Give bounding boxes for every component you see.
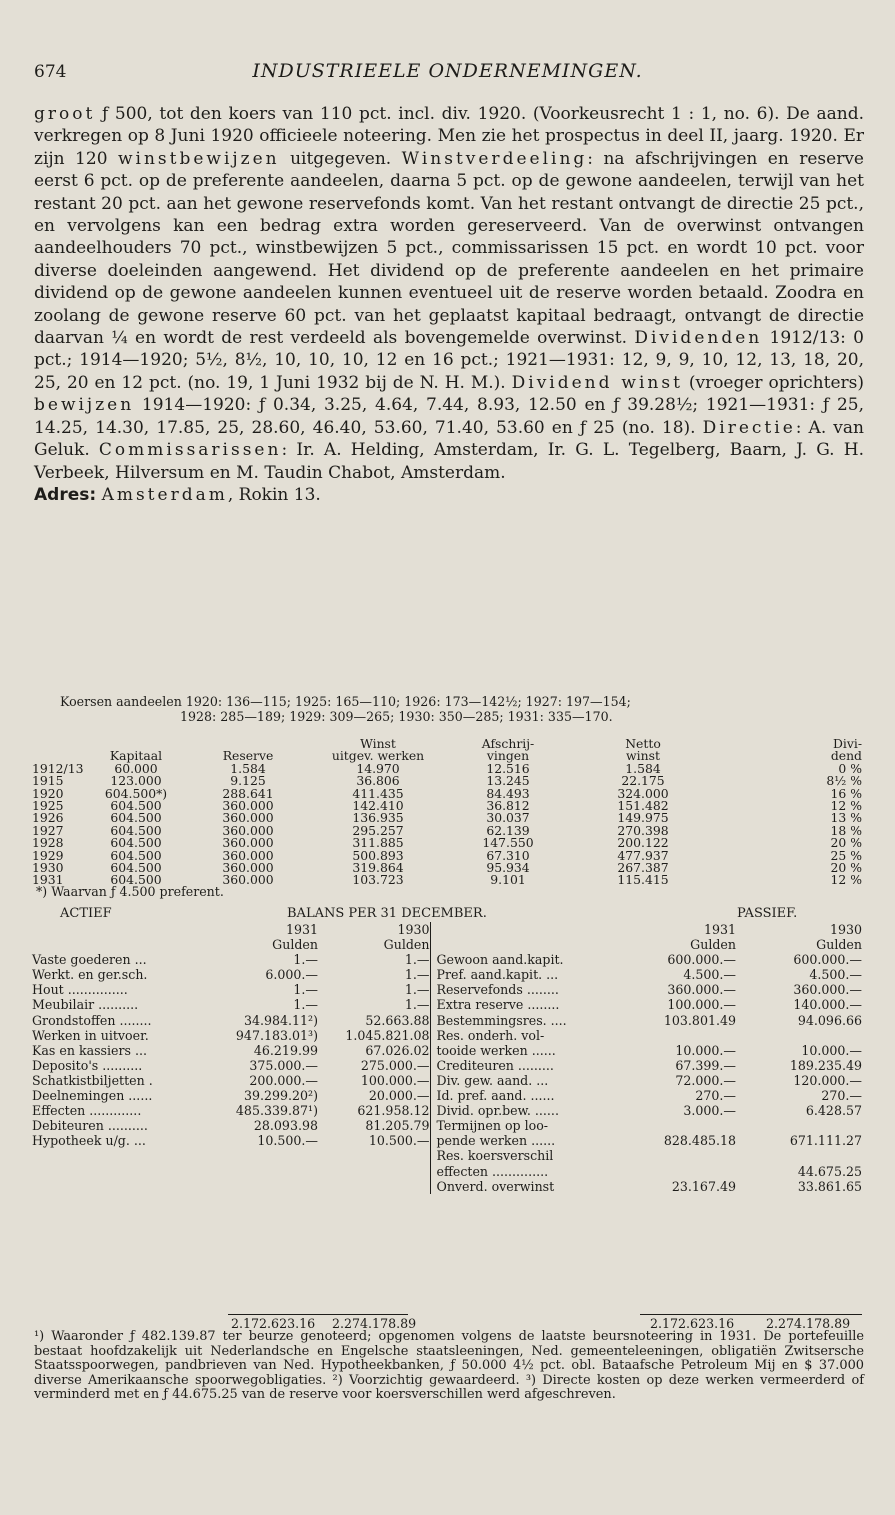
table-cell: 20 % — [830, 860, 862, 876]
table-cell: 1.— — [404, 952, 430, 968]
passief-label: PASSIEF. — [737, 906, 798, 921]
table-cell: Gewoon aand.kapit. — [430, 952, 610, 967]
unit-header: Gulden — [690, 937, 736, 953]
unit-header: Gulden — [383, 937, 430, 953]
table-cell: 44.675.25 — [797, 1163, 862, 1179]
table-cell: 621.958.12 — [357, 1103, 430, 1119]
table-cell: 267.387 — [617, 860, 669, 876]
table-cell: 81.205.79 — [365, 1118, 430, 1134]
table-cell: 1.045.821.08 — [345, 1027, 430, 1043]
table-cell: 828.485.18 — [663, 1133, 736, 1149]
table-cell: Vaste goederen ... — [32, 952, 147, 968]
spaced-term: bewijzen — [34, 395, 135, 416]
table-cell: 1.— — [404, 982, 430, 998]
table-cell: 142.410 — [352, 798, 404, 814]
table-cell: 604.500 — [110, 835, 162, 851]
spaced-term: Dividend winst — [511, 372, 683, 393]
table-cell — [318, 1148, 430, 1163]
share-prices — [60, 694, 860, 724]
col-header: Afschrij- — [481, 736, 535, 751]
year-header: 1931 — [285, 922, 318, 937]
share-prices-line: Koersen aandeelen 1920: 136—115; 1925: 165—110; 1926: 173—142½; 1927: 197—154; — [60, 694, 631, 709]
table-cell: 95.934 — [486, 860, 530, 876]
table-row — [32, 1073, 862, 1088]
table-cell: 360.000 — [222, 872, 274, 888]
table-cell: 604.500 — [110, 810, 162, 826]
table-row — [32, 1058, 862, 1073]
table-cell: 9.101 — [490, 872, 526, 888]
table-cell: 52.663.88 — [365, 1012, 430, 1028]
table-cell: Deposito's .......... — [32, 1057, 143, 1073]
table-cell: 3.000.— — [683, 1103, 736, 1119]
table-cell: 324.000 — [617, 785, 669, 801]
table-cell: 12.516 — [486, 760, 530, 776]
table-cell — [228, 1148, 318, 1163]
table-cell: 9.125 — [230, 773, 266, 789]
text-run: uitgegeven. — [279, 148, 402, 169]
table-cell: 10.500.— — [368, 1133, 430, 1149]
table-cell: Pref. aand.kapit. ... — [430, 967, 610, 982]
table-cell: Termijnen op loo- — [430, 1118, 610, 1133]
table-cell: 270.— — [695, 1088, 736, 1104]
table-cell: 10.000.— — [675, 1042, 736, 1058]
table-cell: 1.584 — [230, 760, 266, 776]
table-cell: 39.299.20²) — [243, 1088, 318, 1104]
total-actief-1930: 2.274.178.89 — [332, 1316, 417, 1331]
page-header — [0, 58, 895, 88]
table-cell: 1931 — [32, 872, 64, 888]
table-cell: 360.000.— — [793, 982, 862, 998]
table-cell: Crediteuren ......... — [430, 1058, 610, 1073]
address-street: , Rokin 13. — [227, 484, 321, 505]
table-cell: 671.111.27 — [789, 1133, 862, 1149]
table-cell: 604.500 — [110, 798, 162, 814]
table-cell — [610, 1164, 736, 1179]
table-cell: 1928 — [32, 835, 64, 851]
running-title: INDUSTRIEELE ONDERNEMINGEN. — [252, 60, 643, 82]
table-cell: 147.550 — [482, 835, 534, 851]
address-line — [34, 484, 864, 506]
address-city: Amsterdam — [101, 484, 228, 505]
table-cell: 16 % — [830, 785, 862, 801]
table-cell: 477.937 — [617, 847, 669, 863]
table-cell: 1.584 — [625, 760, 661, 776]
table-cell: effecten .............. — [430, 1164, 610, 1179]
table-row — [32, 1179, 862, 1194]
table-cell: 360.000 — [222, 847, 274, 863]
table-cell: 1929 — [32, 847, 64, 863]
text-run: 1914—1920: ƒ 0.34, 3.25, 4.64, 7.44, 8.93, 12.50 en ƒ 39.28½; 1921—1931: ƒ 25, 14.25, 14.30, 17.85, 25, 28.60, 46.40, 53.60, 71.40, 53.60 en ƒ 25 (no. 18). — [34, 395, 864, 438]
table-cell — [610, 1028, 736, 1043]
total-rule — [228, 1314, 408, 1315]
table-row — [32, 1013, 862, 1028]
table-cell: 115.415 — [617, 872, 669, 888]
table-cell: 20.000.— — [368, 1088, 430, 1104]
table-cell — [610, 1148, 736, 1163]
table-cell: 28.093.98 — [253, 1118, 318, 1134]
table-cell: 33.861.65 — [797, 1178, 862, 1194]
table-cell: 1925 — [32, 798, 64, 814]
table-row — [32, 1043, 862, 1058]
table-cell — [228, 1164, 318, 1179]
col-header: Reserve — [222, 748, 274, 764]
table-cell: 604.500 — [110, 860, 162, 876]
table-cell: 62.139 — [486, 822, 530, 838]
table-cell: 200.122 — [617, 835, 669, 851]
year-header: 1930 — [829, 922, 862, 937]
table-cell: Hout ............... — [32, 982, 128, 998]
spaced-term: winstbewijzen — [117, 148, 280, 169]
table-cell: 123.000 — [110, 773, 162, 789]
table-cell: 120.000.— — [793, 1072, 862, 1088]
table-cell: 1.— — [293, 997, 318, 1013]
table-cell: 1.— — [404, 997, 430, 1013]
footnote-text: ¹) Waaronder ƒ 482.139.87 ter beurze genoteerd; opgenomen volgens de laatste beursnoteering in 1931. De portefeuille bestaat hoofdzakelijk uit Nederlandsche en Engelsche staatsleeningen, Ned. gemeenteleeningen, obligatiën Zwitsersche Staatsspoorwegen, pandbrieven van Ned. Hypotheekbanken, ƒ 50.000 4½ pct. obl. Bataafsche Petroleum Mij en $ 37.000 diverse Amerikaansche spoorwegobligaties. ²) Voorzichtig gewaardeerd. ³) Directe kosten op deze werken vermeerderd of verminderd met en ƒ 44.675.25 van de reserve voor koersverschillen werd afgeschreven. — [34, 1329, 864, 1403]
table-cell: Hypotheek u/g. ... — [32, 1133, 146, 1149]
table-cell: 270.— — [821, 1088, 862, 1104]
table-cell — [318, 1164, 430, 1179]
table-cell: 103.723 — [352, 872, 404, 888]
table-cell: Debiteuren .......... — [32, 1118, 148, 1134]
table-cell: Werken in uitvoer. — [32, 1027, 149, 1043]
table-cell: 0 % — [838, 760, 862, 776]
footnotes — [34, 1330, 864, 1403]
table-cell: Effecten ............. — [32, 1103, 142, 1119]
table-cell: 151.482 — [617, 798, 669, 814]
table-cell: 1.— — [293, 952, 318, 968]
table-row — [32, 1148, 862, 1163]
table-cell: 604.500 — [110, 822, 162, 838]
table-cell: 36.812 — [486, 798, 530, 814]
table-cell: 360.000 — [222, 860, 274, 876]
table-footnote: *) Waarvan ƒ 4.500 preferent. — [36, 884, 224, 899]
table-cell: 1926 — [32, 810, 64, 826]
table-cell — [736, 1148, 862, 1163]
table-row — [32, 982, 862, 997]
table-cell: 375.000.— — [249, 1057, 318, 1073]
table-cell: 30.037 — [486, 810, 530, 826]
table-row — [32, 1103, 862, 1118]
table-cell: 10.500.— — [257, 1133, 318, 1149]
spaced-term: Directie — [702, 417, 796, 438]
table-cell: 189.235.49 — [789, 1057, 862, 1073]
table-row — [32, 952, 862, 967]
table-cell: 46.219.99 — [253, 1042, 318, 1058]
table-cell: 270.398 — [617, 822, 669, 838]
table-cell: 8½ % — [826, 773, 862, 789]
table-cell: 411.435 — [352, 785, 404, 801]
table-cell: 67.310 — [486, 847, 530, 863]
table-cell: 20 % — [830, 835, 862, 851]
table-cell: 319.864 — [352, 860, 404, 876]
description-paragraph — [34, 103, 864, 484]
text-run: : na afschrijvingen en reserve eerst 6 pct. op de preferente aandeelen, daarna 5 pct. op de gewone aandeelen, terwijl van het restant 20 pct. aan het gewone reservefonds komt. Van het restant ontvangt de directie 25 pct., en vervolgens kan een bedrag extra worden gereserveerd. Van de overwinst ontvangen aandeelhouders 70 pct., winstbewijzen 5 pct., commissarissen 15 pct. en wordt 10 pct. voor diverse doeleinden aangewend. Het dividend op de preferente aandeelen en het primaire dividend op de gewone aandeelen kunnen eventueel uit de reserve worden betaald. Zoodra en zoolang de gewone reserve 60 pct. van het geplaatst kapitaal bedraagt, ontvangt de directie daarvan ¼ en wordt de rest verdeeld als bovengemelde overwinst. — [34, 148, 864, 349]
text-run: ƒ 500, tot den koers van 110 pct. incl. div. 1920. (Voorkeusrecht 1 : 1, no. 6). De aand. verkregen op 8 Juni 1920 officieele noteering. Men zie het prospectus in deel II, jaarg. 1920. Er zijn 120 — [34, 104, 864, 169]
table-row — [32, 997, 862, 1012]
actief-label: ACTIEF — [60, 906, 112, 921]
table-cell: 1912/13 — [32, 760, 84, 776]
table-cell: 600.000.— — [667, 952, 736, 968]
text-run: (vroeger oprichters) — [682, 372, 864, 393]
table-cell: 1927 — [32, 822, 64, 838]
total-passief-1930: 2.274.178.89 — [766, 1316, 851, 1331]
table-cell: 500.893 — [352, 847, 404, 863]
table-cell: 604.500 — [110, 847, 162, 863]
total-rule — [640, 1314, 862, 1315]
table-cell — [228, 1179, 318, 1194]
table-cell: 84.493 — [486, 785, 530, 801]
table-cell: 1.— — [404, 967, 430, 983]
table-cell: Onverd. overwinst — [430, 1179, 610, 1194]
unit-header: Gulden — [272, 937, 318, 953]
balance-caption — [32, 906, 862, 922]
table-cell: 100.000.— — [360, 1072, 430, 1088]
table-cell: Div. gew. aand. ... — [430, 1073, 610, 1088]
spaced-term: Commissarissen — [98, 440, 282, 461]
table-cell: Res. onderh. vol- — [430, 1028, 610, 1043]
table-cell: 103.801.49 — [663, 1012, 736, 1028]
financial-results-table — [32, 738, 862, 887]
table-cell: 600.000.— — [793, 952, 862, 968]
balance-title: BALANS PER 31 DECEMBER. — [287, 906, 487, 921]
table-cell: 6.000.— — [265, 967, 318, 983]
table-cell: Bestemmingsres. .... — [430, 1013, 610, 1028]
table-row — [32, 1164, 862, 1179]
balance-sheet-table — [32, 922, 862, 1194]
table-cell: Werkt. en ger.sch. — [32, 967, 148, 983]
table-cell — [318, 1179, 430, 1194]
col-header: Winst — [360, 736, 396, 751]
table-cell: 94.096.66 — [797, 1012, 862, 1028]
table-cell: 360.000.— — [667, 982, 736, 998]
table-row — [32, 1088, 862, 1103]
table-cell: 23.167.49 — [671, 1178, 736, 1194]
table-cell: 136.935 — [352, 810, 404, 826]
table-cell: 12 % — [830, 872, 862, 888]
table-cell — [32, 1148, 228, 1163]
table-cell: 604.500 — [110, 872, 162, 888]
table-cell: 947.183.01³) — [235, 1027, 318, 1043]
table-cell: 311.885 — [352, 835, 404, 851]
col-header: uitgev. werken — [331, 748, 425, 764]
col-header: Netto — [625, 736, 661, 751]
table-cell: 10.000.— — [801, 1042, 862, 1058]
share-prices-line: 1928: 285—189; 1929: 309—265; 1930: 350—285; 1931: 335—170. — [180, 709, 613, 724]
table-cell: 604.500*) — [104, 785, 168, 801]
total-actief-1931: 2.172.623.16 — [231, 1316, 316, 1331]
table-cell: 1920 — [32, 785, 64, 801]
table-cell: 275.000.— — [360, 1057, 430, 1073]
table-cell: 13 % — [830, 810, 862, 826]
year-header: 1930 — [397, 922, 430, 937]
table-cell: 1915 — [32, 773, 64, 789]
unit-header: Gulden — [816, 937, 862, 953]
table-cell: Grondstoffen ........ — [32, 1012, 152, 1028]
spaced-term: Winstverdeeling — [401, 148, 588, 169]
table-row — [32, 1118, 862, 1133]
table-cell — [736, 1118, 862, 1133]
table-cell: 4.500.— — [809, 967, 862, 983]
table-cell — [32, 1164, 228, 1179]
table-cell: Extra reserve ........ — [430, 997, 610, 1012]
page-number: 674 — [34, 62, 67, 82]
table-row — [32, 967, 862, 982]
table-cell: 360.000 — [222, 822, 274, 838]
table-cell: 140.000.— — [793, 997, 862, 1013]
table-cell: tooide werken ...... — [430, 1043, 610, 1058]
table-cell: 360.000 — [222, 810, 274, 826]
table-cell: 14.970 — [356, 760, 400, 776]
col-header: dend — [830, 748, 862, 764]
total-passief-1931: 2.172.623.16 — [650, 1316, 735, 1331]
table-cell: 288.641 — [222, 785, 274, 801]
table-cell: 60.000 — [114, 760, 158, 776]
table-cell: 295.257 — [352, 822, 404, 838]
table-cell: 360.000 — [222, 798, 274, 814]
table-cell: 67.026.02 — [365, 1042, 430, 1058]
table-cell: 12 % — [830, 798, 862, 814]
table-cell: 34.984.11²) — [243, 1012, 318, 1028]
table-cell: 18 % — [830, 822, 862, 838]
col-header: Kapitaal — [109, 748, 163, 764]
col-header: winst — [626, 748, 660, 764]
table-cell: 100.000.— — [667, 997, 736, 1013]
table-cell: Meubilair .......... — [32, 997, 139, 1013]
table-cell: Divid. opr.bew. ...... — [430, 1103, 610, 1118]
table-cell — [610, 1118, 736, 1133]
col-header: vingen — [486, 748, 530, 764]
table-row — [32, 1028, 862, 1043]
table-cell: Reservefonds ........ — [430, 982, 610, 997]
table-cell: 36.806 — [356, 773, 400, 789]
address-label: Adres: — [34, 484, 97, 505]
table-cell: 360.000 — [222, 835, 274, 851]
table-cell: Kas en kassiers ... — [32, 1042, 147, 1058]
table-cell — [736, 1028, 862, 1043]
table-cell: 485.339.87¹) — [235, 1103, 318, 1119]
col-header: Divi- — [832, 736, 862, 751]
table-cell: 4.500.— — [683, 967, 736, 983]
table-cell: 22.175 — [621, 773, 665, 789]
spaced-term: Dividenden — [634, 328, 763, 349]
table-cell: pende werken ...... — [430, 1133, 610, 1148]
table-row — [32, 1133, 862, 1148]
table-cell: 200.000.— — [249, 1072, 318, 1088]
table-cell: 149.975 — [617, 810, 669, 826]
company-description — [34, 103, 864, 506]
table-cell: Id. pref. aand. ...... — [430, 1088, 610, 1103]
year-header: 1931 — [703, 922, 736, 937]
table-cell: Deelnemingen ...... — [32, 1088, 153, 1104]
text-run: 1912/13: 0 pct.; 1914—1920; 5½, 8½, 10, 10, 10, 12 en 16 pct.; 1921—1931: 12, 9, 9, 10, 12, 13, 18, 20, 25, 20 en 12 pct. (no. 19, 1 Juni 1932 bij de N. H. M.). — [34, 328, 864, 393]
table-cell: 25 % — [830, 847, 862, 863]
table-cell: 13.245 — [486, 773, 530, 789]
table-cell: Schatkistbiljetten . — [32, 1072, 153, 1088]
table-cell: 72.000.— — [675, 1072, 736, 1088]
table-cell: 1930 — [32, 860, 64, 876]
table-cell: Res. koersverschil — [430, 1148, 610, 1163]
table-cell: 6.428.57 — [805, 1103, 862, 1119]
table-cell — [32, 1179, 228, 1194]
table-cell: 67.399.— — [675, 1057, 736, 1073]
text-run: : Ir. A. Helding, Amsterdam, Ir. G. L. Tegelberg, Baarn, J. G. H. Verbeek, Hilversum en M. Taudin Chabot, Amsterdam. — [34, 440, 865, 483]
table-cell: 1.— — [293, 982, 318, 998]
text-run: : A. van Geluk. — [34, 417, 864, 461]
spaced-term: groot — [34, 104, 96, 124]
